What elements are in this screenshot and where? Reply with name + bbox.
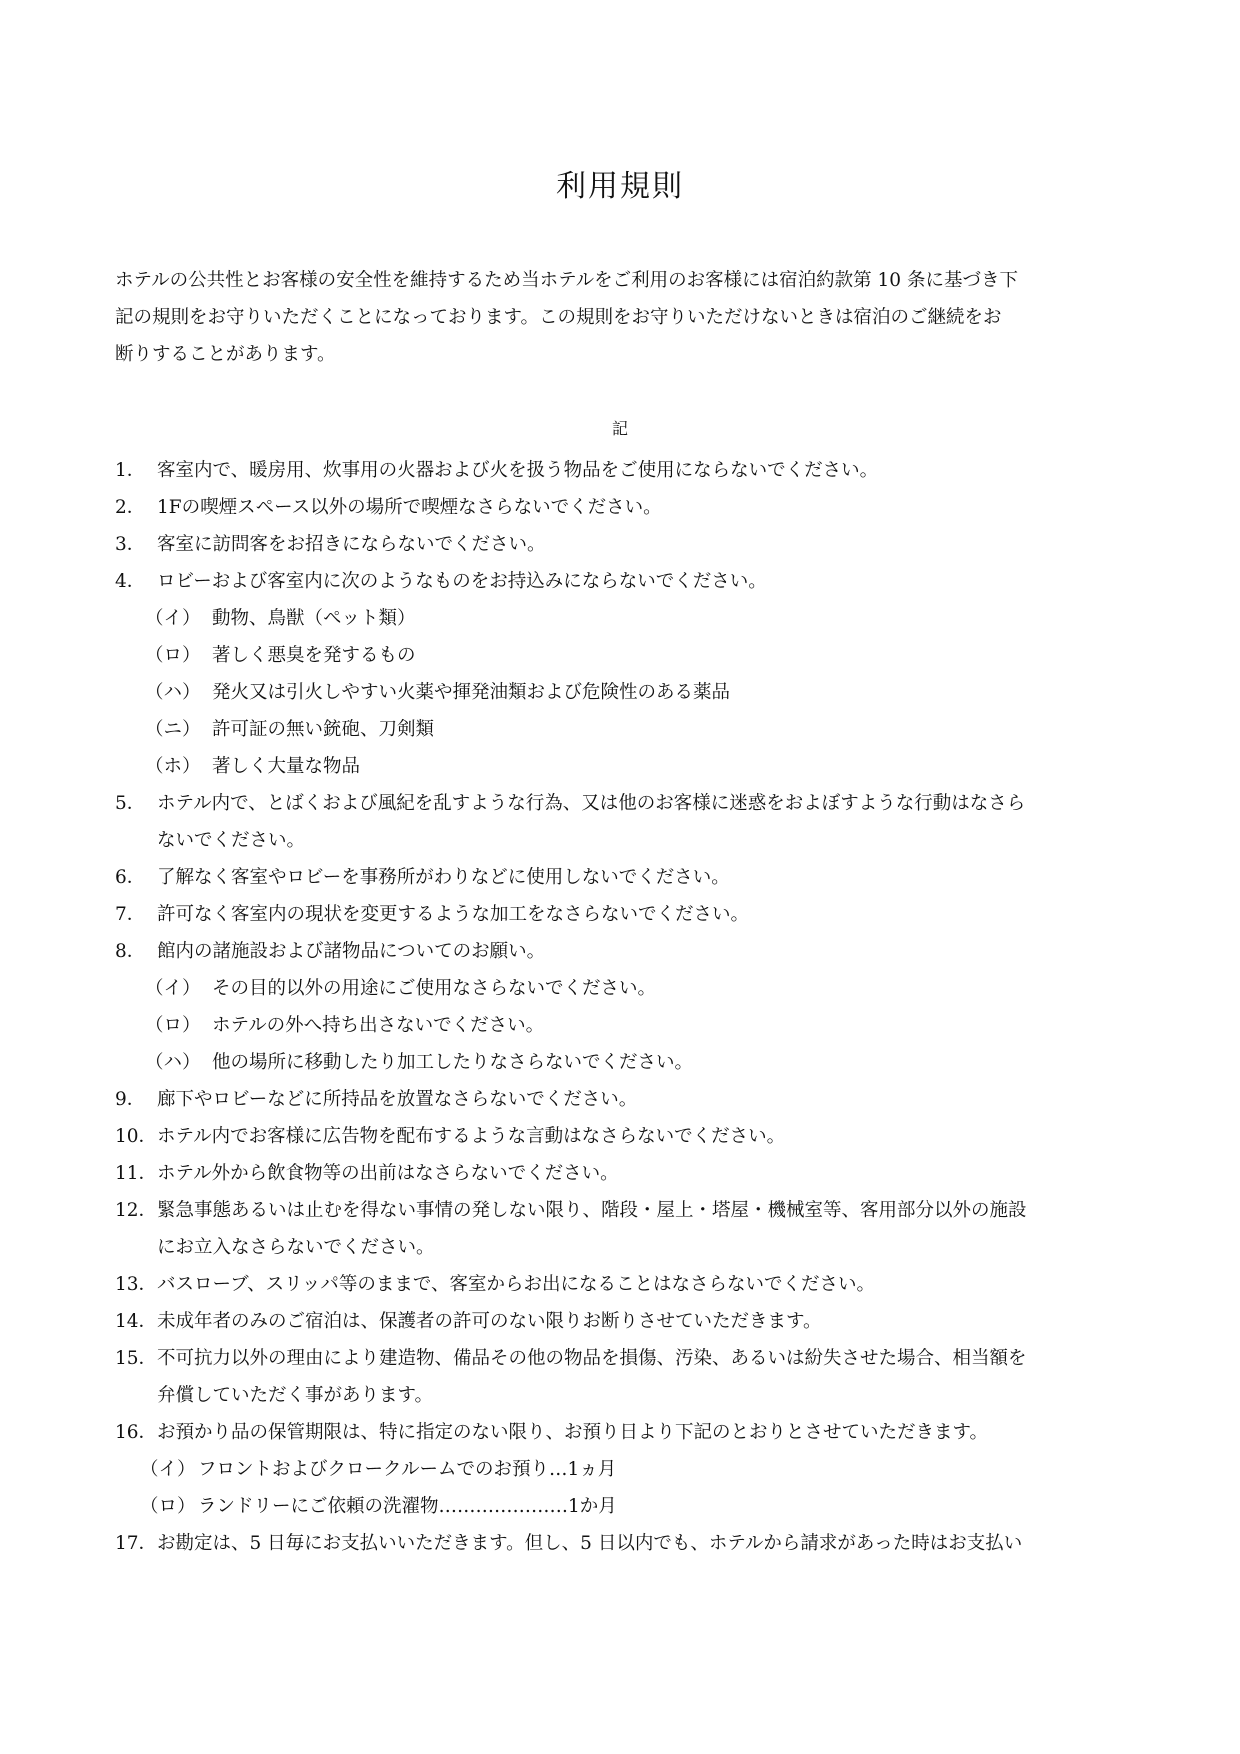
rule-number: 17． — [115, 1533, 158, 1554]
rule-item — [0, 1266, 1240, 1303]
rule-number: 4． — [115, 571, 146, 592]
rule-text: 了解なく客室やロビーを事務所がわりなどに使用しないでください。 — [157, 867, 730, 888]
rule-item — [0, 1118, 1240, 1155]
rule-item — [0, 1303, 1240, 1340]
rule-text: 不可抗力以外の理由により建造物、備品その他の物品を損傷、汚染、あるいは紛失させた場合、相当額を — [157, 1348, 1027, 1369]
rule-number: 10． — [115, 1126, 158, 1147]
sub-item — [0, 711, 1240, 748]
sub-item — [0, 1451, 1240, 1488]
rule-text-continued: 弁償していただく事があります。 — [157, 1385, 434, 1406]
sub-item-text: 著しく大量な物品 — [212, 756, 361, 777]
rule-text: 未成年者のみのご宿泊は、保護者の許可のない限りお断りさせていただきます。 — [157, 1311, 822, 1332]
rule-number: 15． — [115, 1348, 158, 1369]
sub-item-label: （ホ） — [145, 756, 201, 777]
sub-item-text: 他の場所に移動したり加工したりなさらないでください。 — [212, 1052, 694, 1073]
sub-item-label: （ハ） — [145, 682, 201, 703]
rule-text: 客室内で、暖房用、炊事用の火器および火を扱う物品をご使用にならないでください。 — [157, 460, 879, 481]
rule-item — [0, 896, 1240, 933]
sub-item — [0, 1488, 1240, 1525]
sub-item-text: 許可証の無い銃砲、刀剣類 — [212, 719, 435, 740]
rule-text: ホテル内でお客様に広告物を配布するような言動はなさらないでください。 — [157, 1126, 786, 1147]
sub-item-text: 発火又は引火しやすい火薬や揮発油類および危険性のある薬品 — [212, 682, 731, 703]
rule-number: 12． — [115, 1200, 158, 1221]
rule-item — [0, 1081, 1240, 1118]
rule-text: ホテル内で、とばくおよび風紀を乱すような行為、又は他のお客様に迷惑をおよぼすような行動はなさら — [157, 793, 1026, 814]
rule-item — [0, 1155, 1240, 1192]
intro-line: 断りすることがあります。 — [115, 344, 336, 365]
rule-continuation — [0, 1229, 1240, 1266]
ki-heading: 記 — [611, 419, 628, 438]
rule-continuation — [0, 1377, 1240, 1414]
sub-item-label: （ロ） — [145, 645, 201, 666]
rule-continuation — [0, 822, 1240, 859]
sub-item-label: （ニ） — [145, 719, 201, 740]
sub-item-label: （ロ） — [145, 1015, 201, 1036]
sub-item-label: （ロ） — [140, 1496, 196, 1517]
rule-item — [0, 1192, 1240, 1229]
rule-text: お預かり品の保管期限は、特に指定のない限り、お預り日より下記のとおりとさせていただきます。 — [157, 1422, 989, 1443]
rule-item — [0, 785, 1240, 822]
rule-text: 館内の諸施設および諸物品についてのお願い。 — [157, 941, 546, 962]
sub-item-text: ランドリーにご依頼の洗濯物…………………1か月 — [198, 1496, 617, 1517]
rule-item — [0, 1414, 1240, 1451]
sub-item-label: （イ） — [145, 978, 201, 999]
rule-text: お勘定は、5 日毎にお支払いいただきます。但し、5 日以内でも、ホテルから請求があった時はお支払い — [157, 1533, 1023, 1554]
rule-item — [0, 489, 1240, 526]
rule-number: 16． — [115, 1422, 158, 1443]
rule-number: 1． — [115, 460, 146, 481]
rule-text-continued: にお立入なさらないでください。 — [157, 1237, 435, 1258]
sub-item — [0, 600, 1240, 637]
sub-item — [0, 748, 1240, 785]
rule-number: 8． — [115, 941, 146, 962]
sub-item-label: （イ） — [140, 1459, 196, 1480]
sub-item — [0, 1007, 1240, 1044]
rule-item — [0, 933, 1240, 970]
intro-paragraph — [115, 262, 1135, 373]
sub-item-text: 著しく悪臭を発するもの — [212, 645, 416, 666]
sub-item-label: （ハ） — [145, 1052, 201, 1073]
rule-number: 7． — [115, 904, 146, 925]
intro-line: 記の規則をお守りいただくことになっております。この規則をお守りいただけないときは宿泊のご継続をお — [115, 307, 1002, 328]
rule-number: 6． — [115, 867, 146, 888]
page-title: 利用規則 — [556, 169, 684, 204]
rule-text: 1Fの喫煙スペース以外の場所で喫煙なさらないでください。 — [157, 497, 662, 518]
rule-text: ロビーおよび客室内に次のようなものをお持込みにならないでください。 — [157, 571, 767, 592]
rule-item — [0, 526, 1240, 563]
rule-item — [0, 452, 1240, 489]
sub-item — [0, 637, 1240, 674]
sub-item — [0, 970, 1240, 1007]
rule-number: 3． — [115, 534, 146, 555]
rule-text: 緊急事態あるいは止むを得ない事情の発しない限り、階段・屋上・塔屋・機械室等、客用部分以外の施設 — [157, 1200, 1027, 1221]
rule-text-continued: ないでください。 — [157, 830, 306, 851]
rule-text: 客室に訪問客をお招きにならないでください。 — [157, 534, 546, 555]
sub-item — [0, 674, 1240, 711]
rule-number: 11． — [115, 1163, 158, 1184]
sub-item-text: フロントおよびクロークルームでのお預り…1ヵ月 — [198, 1459, 617, 1480]
rule-number: 9． — [115, 1089, 146, 1110]
sub-item-text: その目的以外の用途にご使用なさらないでください。 — [212, 978, 657, 999]
sub-item — [0, 1044, 1240, 1081]
rule-item — [0, 859, 1240, 896]
rule-item — [0, 1525, 1240, 1562]
rule-text: 許可なく客室内の現状を変更するような加工をなさらないでください。 — [157, 904, 750, 925]
rule-text: バスローブ、スリッパ等のままで、客室からお出になることはなさらないでください。 — [157, 1274, 875, 1295]
rule-item — [0, 1340, 1240, 1377]
rule-number: 14． — [115, 1311, 158, 1332]
sub-item-label: （イ） — [145, 608, 201, 629]
rule-item — [0, 563, 1240, 600]
rule-number: 13． — [115, 1274, 158, 1295]
rule-text: ホテル外から飲食物等の出前はなさらないでください。 — [157, 1163, 619, 1184]
rule-text: 廊下やロビーなどに所持品を放置なさらないでください。 — [157, 1089, 638, 1110]
sub-item-text: 動物、鳥獣（ペット類） — [212, 608, 416, 629]
rule-number: 5． — [115, 793, 146, 814]
sub-item-text: ホテルの外へ持ち出さないでください。 — [212, 1015, 545, 1036]
rule-number: 2． — [115, 497, 146, 518]
intro-line: ホテルの公共性とお客様の安全性を維持するため当ホテルをご利用のお客様には宿泊約款第 10 条に基づき下 — [115, 270, 1018, 291]
